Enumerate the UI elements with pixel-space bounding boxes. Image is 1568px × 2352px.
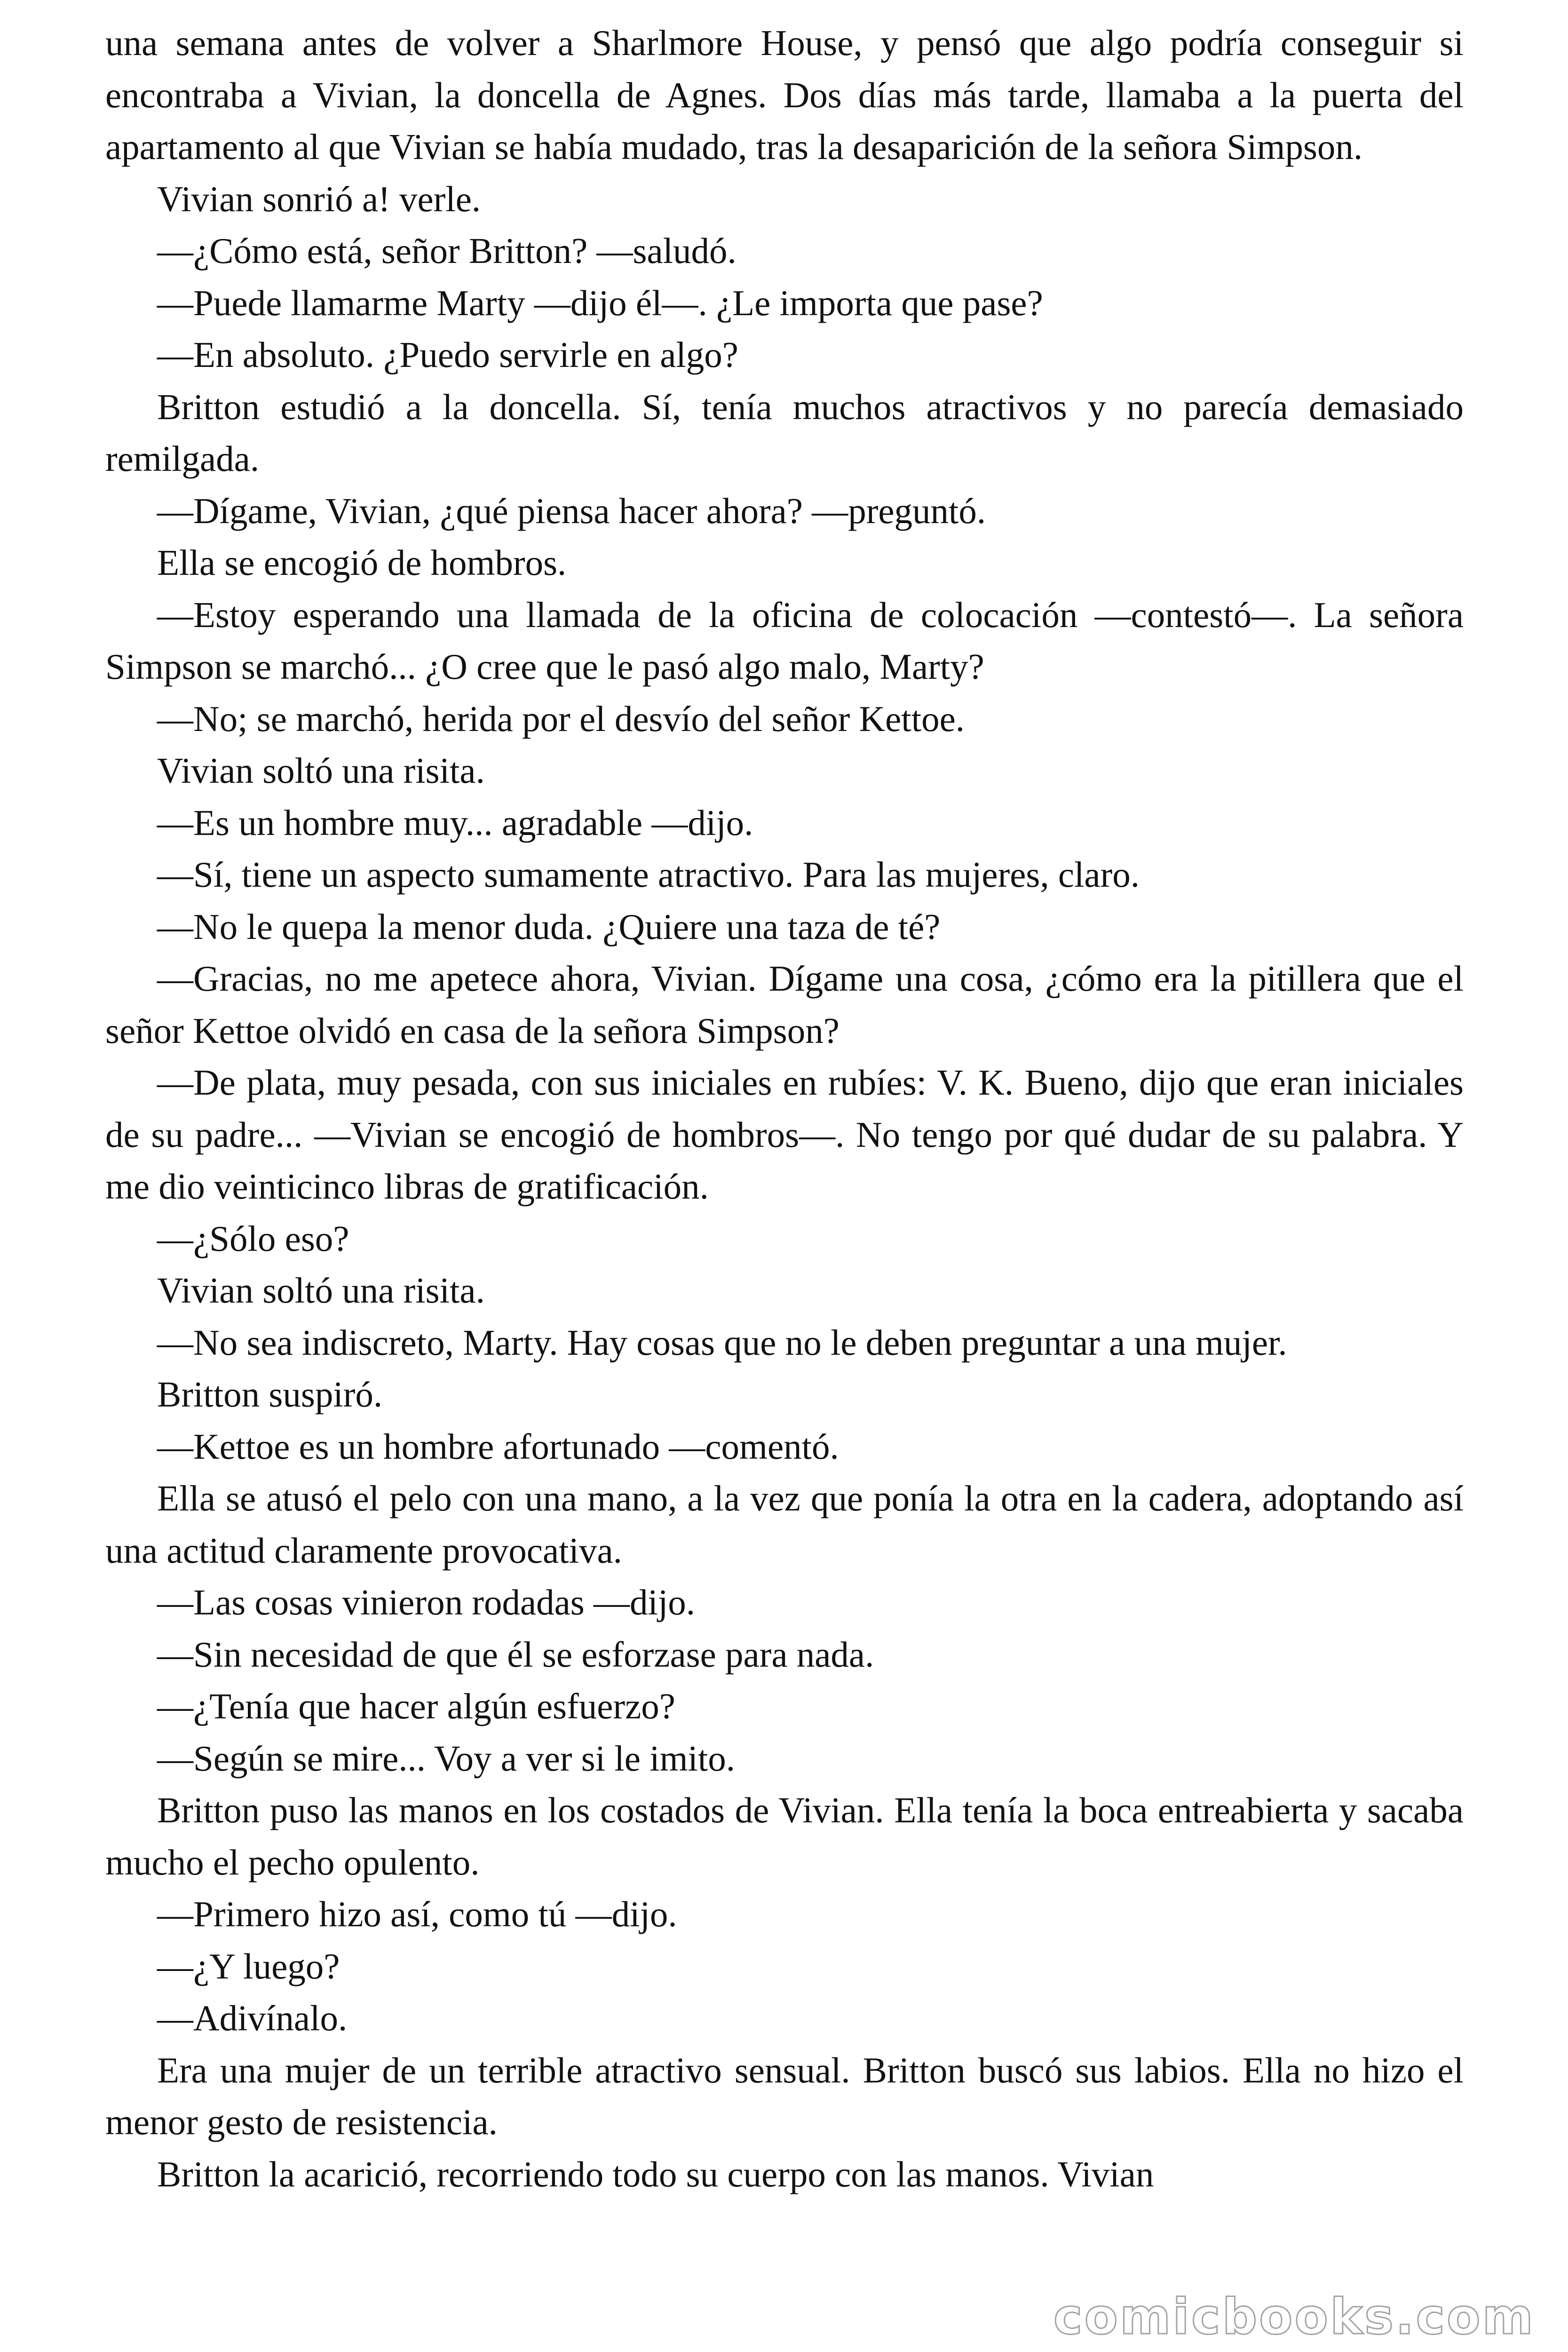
paragraph: —Kettoe es un hombre afortunado —comentó. [157,1426,839,1467]
paragraph: —Puede llamarme Marty —dijo él—. ¿Le importa que pase? [157,282,1043,323]
paragraph: Ella se encogió de hombros. [157,542,567,583]
paragraph: Britton estudió a la doncella. Sí, tenía muchos atractivos y no parecía demasiado remilgada. [105,386,1464,479]
paragraph: —Primero hizo así, como tú —dijo. [157,1894,677,1934]
paragraph: —Sin necesidad de que él se esforzase para nada. [157,1634,874,1675]
paragraph: una semana antes de volver a Sharlmore House, y pensó que algo podría conseguir si encontraba a Vivian, la doncella de Agnes. Dos días más tarde, llamaba a la puerta del apartamento al que Vivian se había mudado, tras la desaparición de la señora Simpson. [105,23,1464,167]
paragraph: —¿Tenía que hacer algún esfuerzo? [157,1686,675,1726]
paragraph: Vivian sonrió a! verle. [157,178,481,219]
paragraph: —Sí, tiene un aspecto sumamente atractivo. Para las mujeres, claro. [157,854,1140,895]
paragraph: —No sea indiscreto, Marty. Hay cosas que no le deben preguntar a una mujer. [157,1322,1287,1363]
paragraph: —¿Cómo está, señor Britton? —saludó. [157,230,736,271]
paragraph: —Adivínalo. [157,1998,348,2038]
paragraph: Ella se atusó el pelo con una mano, a la vez que ponía la otra en la cadera, adoptando así una actitud claramente provocativa. [105,1478,1464,1571]
paragraph: —¿Sólo eso? [157,1218,349,1259]
paragraph: Vivian soltó una risita. [157,1270,485,1311]
paragraph: Era una mujer de un terrible atractivo sensual. Britton buscó sus labios. Ella no hizo el menor gesto de resistencia. [105,2050,1464,2142]
watermark: comicbooks.com [1053,2288,1535,2345]
paragraph: —No; se marchó, herida por el desvío del señor Kettoe. [157,698,965,739]
paragraph: —¿Y luego? [157,1946,340,1986]
paragraph: —Gracias, no me apetece ahora, Vivian. Dígame una cosa, ¿cómo era la pitillera que el señor Kettoe olvidó en casa de la señora Simpson? [105,958,1464,1051]
paragraph: —Estoy esperando una llamada de la oficina de colocación —contestó—. La señora Simpson se marchó... ¿O cree que le pasó algo malo, Marty? [105,594,1464,687]
paragraph: —Las cosas vinieron rodadas —dijo. [157,1582,696,1622]
paragraph: Britton la acarició, recorriendo todo su cuerpo con las manos. Vivian [157,2153,1154,2194]
page-body [105,17,1464,2200]
paragraph: —No le quepa la menor duda. ¿Quiere una taza de té? [157,906,941,947]
paragraph: —Según se mire... Voy a ver si le imito. [157,1738,736,1779]
paragraph: Britton suspiró. [157,1374,383,1414]
paragraph: Vivian soltó una risita. [157,750,485,791]
paragraph: —Es un hombre muy... agradable —dijo. [157,802,753,843]
paragraph: Britton puso las manos en los costados de Vivian. Ella tenía la boca entreabierta y sacaba mucho el pecho opulento. [105,1790,1464,1883]
paragraph: —En absoluto. ¿Puedo servirle en algo? [157,334,738,375]
paragraph: —De plata, muy pesada, con sus iniciales en rubíes: V. K. Bueno, dijo que eran iniciales de su padre... —Vivian se encogió de hombros—. No tengo por qué dudar de su palabra. Y me dio veinticinco libras de gratificación. [105,1062,1464,1207]
paragraph: —Dígame, Vivian, ¿qué piensa hacer ahora? —preguntó. [157,490,986,531]
